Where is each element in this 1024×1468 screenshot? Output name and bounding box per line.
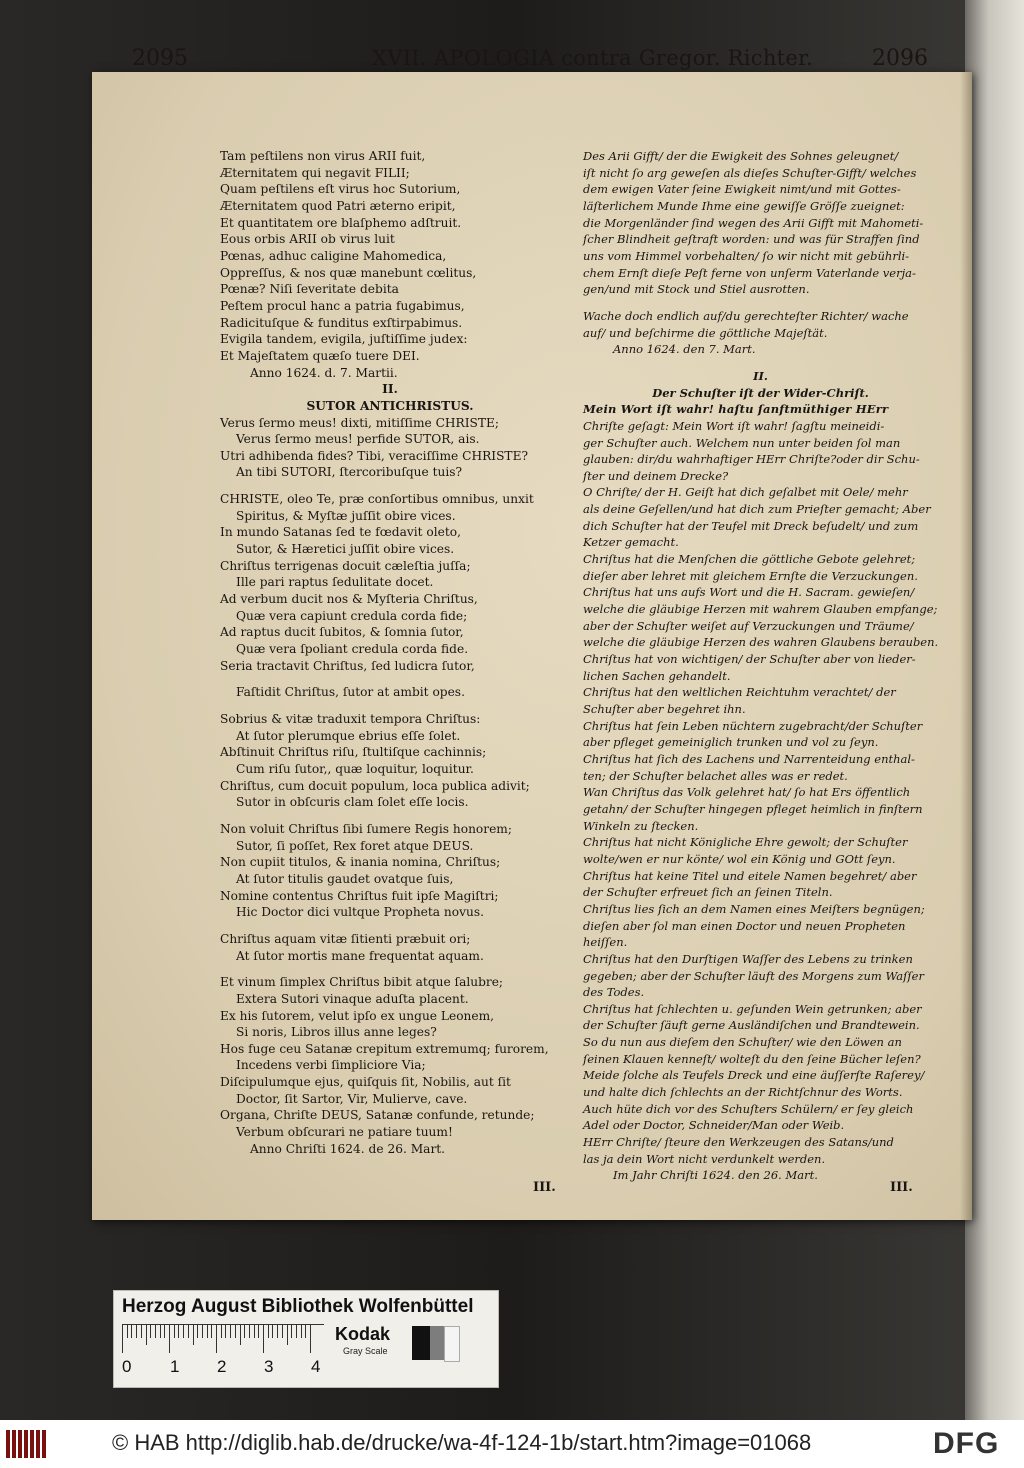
text-line: HErr Chriſte/ ſteure den Werkzeugen des Satans/und <box>583 1135 894 1150</box>
text-line: Anno 1624. d. 7. Martii. <box>250 365 398 380</box>
text-line: glauben: dir/du wahrhaftiger HErr Chriſte?oder dir Schu- <box>583 452 920 467</box>
text-line: Chriſtus lies ſich an dem Namen eines Meiſters begnügen; <box>583 901 925 916</box>
text-line: Organa, Chriſte DEUS, Satanæ confunde, retunde; <box>220 1108 535 1123</box>
running-title: XVII. APOLOGIA contra Gregor. Richter. <box>372 46 814 70</box>
line-gap <box>220 921 560 931</box>
text-line: ſter und deinem Drecke? <box>583 468 729 483</box>
ruler-tick <box>207 1325 208 1338</box>
ruler-tick <box>136 1325 137 1338</box>
text-line: ten; der Schuſter belachet alles was er redet. <box>583 768 848 783</box>
text-line: Et vinum ſimplex Chriſtus bibit atque ſalubre; <box>220 975 504 990</box>
text-line: die Morgenländer ſind wegen des Arii Gifft mit Mahometi- <box>583 215 924 230</box>
german-column <box>583 148 938 1184</box>
text-line: Si noris, Libros illus anne leges? <box>236 1025 437 1040</box>
text-line: Et quantitatem ore blaſphemo adſtruit. <box>220 215 462 230</box>
text-line: Ad verbum ducit nos & Myſteria Chriſtus, <box>220 592 478 607</box>
ruler-number: 1 <box>170 1357 180 1376</box>
ruler-tick <box>277 1325 278 1338</box>
text-line: und halte dich ſchlechts an der Richtſchnur des Worts. <box>583 1085 903 1100</box>
text-line: Faſtidit Chriſtus, ſutor at ambit opes. <box>236 685 465 700</box>
text-line: Doctor, ſit Sartor, Vir, Mulierve, cave. <box>236 1091 468 1106</box>
text-line: At ſutor mortis mane frequentat aquam. <box>236 948 484 963</box>
ruler-tick <box>202 1325 203 1338</box>
text-line: Eous orbis ARII ob virus luit <box>220 232 395 247</box>
text-line: der Schuſter ſäuft gerne Ausländiſchen und Brandtewein. <box>583 1018 920 1033</box>
ruler-number: 2 <box>217 1357 227 1376</box>
hab-logo-icon <box>6 1430 50 1458</box>
ruler-tick <box>188 1325 189 1338</box>
ruler-tick <box>254 1325 255 1338</box>
text-line: Chriſtus hat die Menſchen die göttliche Gebote gelehret; <box>583 552 916 567</box>
ruler-tick <box>249 1325 250 1338</box>
text-line: Hos fuge ceu Satanæ crepitum extremumq; furorem, <box>220 1041 549 1056</box>
ruler-tick <box>282 1325 283 1338</box>
text-line: Ille pari raptus ſedulitate docet. <box>236 575 434 590</box>
ruler-tick <box>291 1325 292 1338</box>
ruler-tick <box>216 1325 217 1353</box>
text-line: gen/und mit Stock und Stiel ausrotten. <box>583 282 810 297</box>
ruler-number: 0 <box>122 1357 132 1376</box>
text-line: Mein Wort iſt wahr! haſtu ſanftmüthiger HErr <box>583 402 889 417</box>
text-line: des Todes. <box>583 985 645 1000</box>
ruler-tick <box>296 1325 297 1338</box>
ruler-tick <box>244 1325 245 1338</box>
text-line: Sutor, ſi poſſet, Rex foret atque DEUS. <box>236 838 474 853</box>
text-line: uns vom Himmel vorbehalten/ ſo wir nicht mit gebührli- <box>583 248 910 263</box>
text-line: Auch hüte dich vor des Schuſters Schülern/ er ſey gleich <box>583 1101 914 1116</box>
text-line: chem Ernſt dieſe Peſt ferne von unſerm Vaterlande verja- <box>583 265 916 280</box>
text-line: ſcher Blindheit geſtraft worden: und was für Straffen ſind <box>583 232 920 247</box>
text-line: Chriſtus terrigenas docuit cæleſtia juſſa; <box>220 558 471 573</box>
ruler-tick <box>146 1325 147 1345</box>
text-line: welche die gläubige Herzen mit wahrem Glauben empfange; <box>583 602 938 617</box>
ruler-tick <box>258 1325 259 1338</box>
text-line: Oppreſſus, & nos quæ manebunt cœlitus, <box>220 265 477 280</box>
text-line: Pœnæ? Niſi ſeveritate debita <box>220 282 399 297</box>
text-line: Chriſtus hat den weltlichen Reichtuhm verachtet/ der <box>583 685 896 700</box>
text-line: Meide ſolche als Teufels Dreck und eine äuſſerſte Raſerey/ <box>583 1068 925 1083</box>
ruler-tick <box>169 1325 170 1353</box>
line-gap <box>220 964 560 974</box>
text-line: Wan Chriſtus das Volk gelehret hat/ ſo hat Ers öffentlich <box>583 785 911 800</box>
text-line: Extera Sutori vinaque aduſta placent. <box>236 991 469 1006</box>
line-gap <box>220 481 560 491</box>
text-line: heiſſen. <box>583 935 628 950</box>
text-line: Tam peſtilens non virus ARII fuit, <box>220 149 426 163</box>
ruler-tick <box>160 1325 161 1338</box>
text-line: Chriſtus aquam vitæ ſitienti præbuit ori; <box>220 931 471 946</box>
text-line: So du nun aus dieſem den Schuſter/ wie den Löwen an <box>583 1035 902 1050</box>
dfg-logo: DFG <box>933 1427 1000 1460</box>
text-line: Chriſte geſagt: Mein Wort iſt wahr! ſagſtu meineidi- <box>583 418 885 433</box>
catchword-left: III. <box>533 1180 556 1195</box>
ruler-tick <box>221 1325 222 1338</box>
text-line: Seria tractavit Chriſtus, ſed ludicra ſutor, <box>220 658 475 673</box>
text-line: In mundo Satanas ſed te fœdavit oleto, <box>220 525 461 540</box>
text-line: wolte/wen er nur könte/ wol ein König und GOtt ſeyn. <box>583 851 896 866</box>
ruler-tick <box>310 1325 311 1353</box>
text-line: ſeinen Klauen kenneſt/ wolteſt du den ſeine Bücher leſen? <box>583 1051 921 1066</box>
measurement-ruler <box>122 1324 324 1359</box>
scan-edge-strip <box>965 0 1024 1420</box>
text-line: Ad raptus ducit ſubitos, & ſomnia ſutor, <box>220 625 464 640</box>
text-line: dem ewigen Vater ſeine Ewigkeit nimt/und mit Gottes- <box>583 182 901 197</box>
text-line: aber pfleget gemeiniglich trunken und vol zu ſeyn. <box>583 735 879 750</box>
text-line: Non voluit Chriſtus ſibi ſumere Regis honorem; <box>220 821 512 836</box>
text-line: dich Schuſter hat der Teufel mit Dreck beſudelt/ und zum <box>583 518 919 533</box>
text-line: At ſutor plerumque ebrius eſſe ſolet. <box>236 728 461 743</box>
ruler-tick <box>263 1325 264 1353</box>
text-line: Quæ vera capiunt credula corda fide; <box>236 608 468 623</box>
ruler-tick <box>141 1325 142 1338</box>
ruler-tick <box>178 1325 179 1338</box>
text-line: Chriſtus hat keine Titel und eitele Namen begehret/ aber <box>583 868 917 883</box>
text-line: Chriſtus hat ſich des Lachens und Narrenteidung enthal- <box>583 751 915 766</box>
library-name: Herzog August Bibliothek Wolfenbüttel <box>122 1296 474 1317</box>
kodak-label: Kodak <box>335 1324 391 1344</box>
ruler-tick <box>164 1325 165 1338</box>
gray-swatch-black <box>412 1326 430 1360</box>
text-line: Chriſtus, cum docuit populum, loca publica adivit; <box>220 778 530 793</box>
text-line: Incedens verbi ſimpliciore Via; <box>236 1058 426 1073</box>
ruler-tick <box>131 1325 132 1338</box>
text-line: Verus ſermo meus! dixti, mitiſſime CHRISTE; <box>220 415 500 430</box>
ruler-tick <box>174 1325 175 1338</box>
text-line: CHRISTE, oleo Te, præ conſortibus omnibus, unxit <box>220 492 534 507</box>
text-line: Chriſtus hat nicht Königliche Ehre gewolt; der Schuſter <box>583 835 908 850</box>
text-line: Quam peſtilens eſt virus hoc Sutorium, <box>220 182 461 197</box>
text-line: Et Majeſtatem quæſo tuere DEI. <box>220 348 420 363</box>
text-line: iſt nicht ſo arg geweſen als dieſes Schuſter-Gifft/ welches <box>583 165 917 180</box>
text-line: Adel oder Doctor, Schneider/Man oder Weib. <box>583 1118 845 1133</box>
text-line: Wache doch endlich auf/du gerechteſter Richter/ wache <box>583 308 909 323</box>
text-line: Chriſtus hat uns aufs Wort und die H. Sacram. gewieſen/ <box>583 585 915 600</box>
text-line: Sutor, & Hæretici juſſit obire vices. <box>236 542 455 557</box>
ruler-tick <box>235 1325 236 1338</box>
text-line: Radicituſque & funditus exſtirpabimus. <box>220 315 463 330</box>
text-line: Verus ſermo meus! perfide SUTOR, ais. <box>236 432 480 447</box>
text-line: Ex his ſutorem, velut ipſo ex ungue Leonem, <box>220 1008 495 1023</box>
text-line: aber der Schuſter weiſet auf Verzuckungen und Träume/ <box>583 618 914 633</box>
text-line: lichen Sachen gehandelt. <box>583 668 731 683</box>
ruler-tick <box>225 1325 226 1338</box>
page-number-left: 2095 <box>132 46 188 71</box>
text-line: Verbum obſcurari ne patiare tuum! <box>236 1125 453 1140</box>
text-line: Chriſtus hat von wichtigen/ der Schuſter aber von lieder- <box>583 652 916 667</box>
ruler-tick <box>240 1325 241 1345</box>
text-line: Evigila tandem, evigila, juſtiſſime judex: <box>220 332 468 347</box>
ruler-tick <box>211 1325 212 1338</box>
text-line: Peſtem procul hanc a patria fugabimus, <box>220 298 465 313</box>
text-line: Æternitatem quod Patri æterno eripit, <box>220 198 456 213</box>
ruler-tick <box>183 1325 184 1338</box>
text-line: getahn/ der Schuſter hingegen pfleget heimlich in finſtern <box>583 801 923 816</box>
text-line: gegeben; aber der Schuſter läuft des Morgens zum Waſſer <box>583 968 924 983</box>
text-line: als deine Geſellen/und hat dich zum Prieſter gemacht; Aber <box>583 502 931 517</box>
text-line: Chriſtus hat den Durſtigen Waſſer des Lebens zu trinken <box>583 951 913 966</box>
ruler-tick <box>193 1325 194 1345</box>
ruler-tick <box>305 1325 306 1338</box>
text-line: Winkeln zu ſtecken. <box>583 818 699 833</box>
ruler-tick <box>127 1325 128 1338</box>
gray-swatch-white <box>444 1326 460 1362</box>
text-line: Æternitatem qui negavit FILII; <box>220 165 410 180</box>
page-gutter-shadow <box>960 72 972 1220</box>
text-line: Cum riſu ſutor,, quæ loquitur, loquitur. <box>236 761 474 776</box>
text-line: auf/ und beſchirme die göttliche Majeſtät. <box>583 325 828 340</box>
text-line: Der Schuſter iſt der Wider-Chriſt. <box>652 385 869 400</box>
line-gap <box>583 298 938 308</box>
line-gap <box>220 811 560 821</box>
text-line: Schuſter aber begehret ihn. <box>583 702 746 716</box>
text-line: II. <box>753 368 768 383</box>
text-line: II. <box>382 382 398 397</box>
text-line: An tibi SUTORI, ſtercoribuſque tuis? <box>236 465 463 480</box>
text-line: Des Arii Gifft/ der die Ewigkeit des Sohnes geleugnet/ <box>583 149 899 163</box>
text-line: läſterlichem Munde Ihme eine gewiſſe Gröſſe zueignet: <box>583 198 905 213</box>
text-line: las ja dein Wort nicht verdunkelt werden. <box>583 1151 826 1166</box>
line-gap <box>220 701 560 711</box>
text-line: dieſer aber lehret mit gleichem Ernſte die Verzuckungen. <box>583 568 918 583</box>
text-line: Diſcipulumque ejus, quiſquis ſit, Nobilis, aut ſit <box>220 1075 511 1090</box>
text-line: welche die gläubige Herzen des wahren Glaubens berauben. <box>583 635 939 650</box>
page-number-right: 2096 <box>872 46 928 71</box>
catchword-right: III. <box>890 1180 913 1195</box>
text-line: Sutor in obſcuris clam ſolet eſſe locis. <box>236 795 469 810</box>
text-line: Sobrius & vitæ traduxit tempora Chriſtus: <box>220 712 481 726</box>
text-line: Ketzer gemacht. <box>583 535 679 550</box>
text-line: Nomine contentus Chriſtus fuit ipſe Magiſtri; <box>220 888 499 903</box>
ruler-number: 4 <box>311 1357 321 1376</box>
text-line: Abſtinuit Chriſtus riſu, ſtultiſque cachinnis; <box>220 745 487 760</box>
gray-swatch-mid <box>430 1326 444 1360</box>
gray-scale-label: Gray Scale <box>343 1346 388 1356</box>
ruler-tick <box>301 1325 302 1338</box>
text-line: ger Schuſter auch. Welchem nun unter beiden ſol man <box>583 435 901 450</box>
text-line: der Schuſter erfreuet ſich an ſeinen Titeln. <box>583 885 833 900</box>
ruler-tick <box>197 1325 198 1338</box>
text-line: Pœnas, adhuc caligine Mahomedica, <box>220 248 447 263</box>
text-line: Spiritus, & Myſtæ juſſit obire vices. <box>236 508 456 523</box>
ruler-tick <box>268 1325 269 1338</box>
line-gap <box>220 674 560 684</box>
ruler-tick <box>155 1325 156 1338</box>
ruler-tick <box>122 1325 123 1353</box>
ruler-tick <box>150 1325 151 1338</box>
text-line: Anno Chriſti 1624. de 26. Mart. <box>250 1141 446 1156</box>
line-gap <box>583 358 938 368</box>
text-line: At ſutor titulis gaudet ovatque ſuis, <box>236 871 454 886</box>
latin-column <box>220 148 560 1157</box>
text-line: Hic Doctor dici vultque Propheta novus. <box>236 905 484 920</box>
text-line: Chriſtus hat ſchlechten u. geſunden Wein getrunken; aber <box>583 1001 922 1016</box>
text-line: Chriſtus hat ſein Leben nüchtern zugebracht/der Schuſter <box>583 718 923 733</box>
text-line: Anno 1624. den 7. Mart. <box>613 342 756 357</box>
text-line: Quæ vera ſpoliant credula corda fide. <box>236 642 469 657</box>
footer-copyright-link[interactable]: © HAB http://diglib.hab.de/drucke/wa-4f-124-1b/start.htm?image=01068 <box>112 1430 812 1455</box>
text-line: O Chriſte/ der H. Geiſt hat dich geſalbet mit Oele/ mehr <box>583 485 908 500</box>
text-line: Utri adhibenda fides? Tibi, veraciſſime CHRISTE? <box>220 448 528 463</box>
ruler-number: 3 <box>264 1357 274 1376</box>
ruler-tick <box>287 1325 288 1345</box>
text-line: Non cupiit titulos, & inania nomina, Chriſtus; <box>220 855 501 870</box>
text-line: Im Jahr Chriſti 1624. den 26. Mart. <box>613 1168 818 1183</box>
ruler-tick <box>272 1325 273 1338</box>
text-line: SUTOR ANTICHRISTUS. <box>306 398 474 413</box>
ruler-tick <box>230 1325 231 1338</box>
text-line: dieſen aber ſol man einen Doctor und neuen Propheten <box>583 918 906 933</box>
